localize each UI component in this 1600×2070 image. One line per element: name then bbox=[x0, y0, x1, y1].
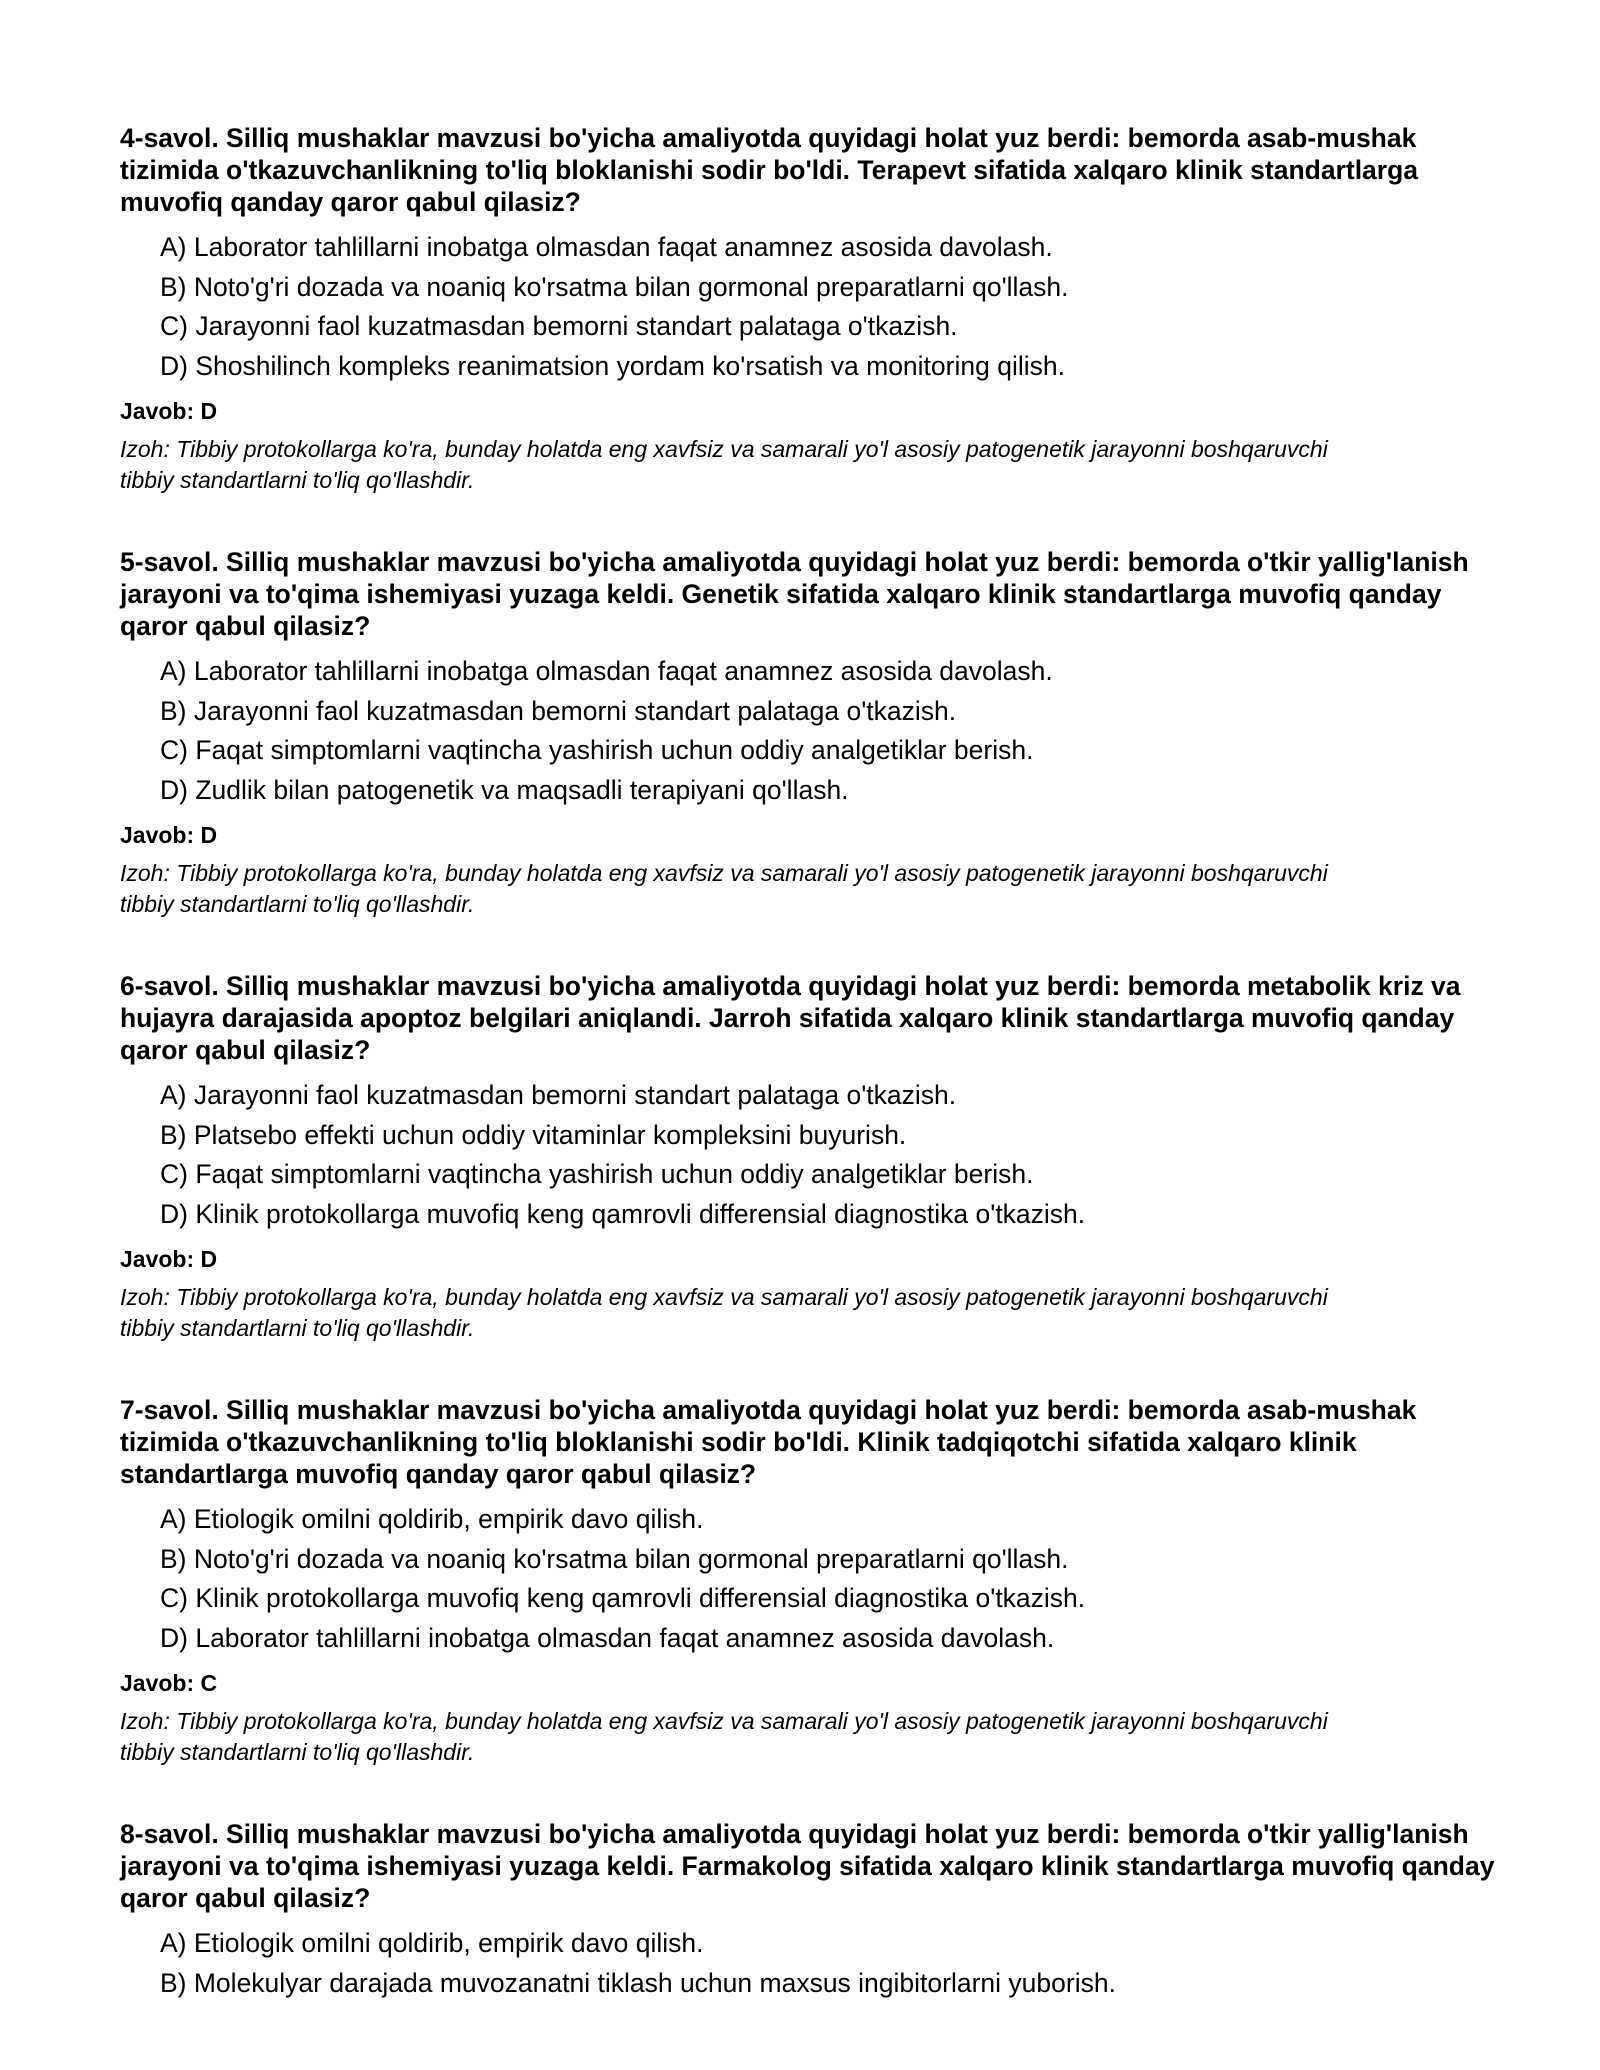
options-list bbox=[120, 1500, 1500, 1658]
question-6 bbox=[120, 970, 1500, 1344]
option-c: C) Faqat simptomlarni vaqtincha yashirish uchun oddiy analgetiklar berish. bbox=[160, 735, 1034, 765]
question-title: 4-savol. Silliq mushaklar mavzusi bo'yicha amaliyotda quyidagi holat yuz berdi: bemorda asab-mushak tizimida o'tkazuvchanlikning to'liq bloklanishi sodir bo'ldi. Terapevt sifatida xalqaro klinik standartlarga muvofiq qanday qaror qabul qilasiz? bbox=[120, 123, 1419, 217]
question-title: 6-savol. Silliq mushaklar mavzusi bo'yicha amaliyotda quyidagi holat yuz berdi: bemorda metabolik kriz va hujayra darajasida apoptoz belgilari aniqlandi. Jarroh sifatida xalqaro klinik standartlarga muvofiq qanday qaror qabul qilasiz? bbox=[120, 971, 1461, 1065]
option-b: B) Noto'g'ri dozada va noaniq ko'rsatma bilan gormonal preparatlarni qo'llash. bbox=[160, 271, 1069, 302]
option-c: C) Jarayonni faol kuzatmasdan bemorni standart palataga o'tkazish. bbox=[160, 311, 958, 341]
option-b: B) Jarayonni faol kuzatmasdan bemorni standart palataga o'tkazish. bbox=[160, 695, 957, 726]
question-8 bbox=[120, 1818, 1500, 2003]
option-c: C) Klinik protokollarga muvofiq keng qamrovli differensial diagnostika o'tkazish. bbox=[160, 1583, 1086, 1613]
option-a: A) Laborator tahlillarni inobatga olmasdan faqat anamnez asosida davolash. bbox=[160, 232, 1053, 262]
question-5 bbox=[120, 546, 1500, 920]
explanation: Izoh: Tibbiy protokollarga ko'ra, bunday holatda eng xavfsiz va samarali yo'l asosiy patogenetik jarayonni boshqaruvchi tibbiy standartlarni to'liq qo'llashdir. bbox=[120, 860, 1328, 917]
options-list bbox=[120, 652, 1500, 810]
explanation: Izoh: Tibbiy protokollarga ko'ra, bunday holatda eng xavfsiz va samarali yo'l asosiy patogenetik jarayonni boshqaruvchi tibbiy standartlarni to'liq qo'llashdir. bbox=[120, 436, 1328, 493]
explanation: Izoh: Tibbiy protokollarga ko'ra, bunday holatda eng xavfsiz va samarali yo'l asosiy patogenetik jarayonni boshqaruvchi tibbiy standartlarni to'liq qo'llashdir. bbox=[120, 1708, 1328, 1765]
options-list bbox=[120, 228, 1500, 386]
option-d: D) Shoshilinch kompleks reanimatsion yordam ko'rsatish va monitoring qilish. bbox=[160, 350, 1065, 381]
option-c: C) Faqat simptomlarni vaqtincha yashirish uchun oddiy analgetiklar berish. bbox=[160, 1159, 1034, 1189]
question-4 bbox=[120, 122, 1500, 496]
answer: Javob: D bbox=[120, 822, 218, 848]
answer: Javob: D bbox=[120, 1246, 218, 1272]
answer: Javob: D bbox=[120, 398, 218, 424]
question-title: 7-savol. Silliq mushaklar mavzusi bo'yicha amaliyotda quyidagi holat yuz berdi: bemorda asab-mushak tizimida o'tkazuvchanlikning to'liq bloklanishi sodir bo'ldi. Klinik tadqiqotchi sifatida xalqaro klinik standartlarga muvofiq qanday qaror qabul qilasiz? bbox=[120, 1395, 1417, 1489]
option-b: B) Molekulyar darajada muvozanatni tiklash uchun maxsus ingibitorlarni yuborish. bbox=[160, 1967, 1116, 1998]
option-b: B) Noto'g'ri dozada va noaniq ko'rsatma bilan gormonal preparatlarni qo'llash. bbox=[160, 1543, 1069, 1574]
answer: Javob: C bbox=[120, 1670, 218, 1696]
question-title: 5-savol. Silliq mushaklar mavzusi bo'yicha amaliyotda quyidagi holat yuz berdi: bemorda o'tkir yallig'lanish jarayoni va to'qima ishemiyasi yuzaga keldi. Genetik sifatida xalqaro klinik standartlarga muvofiq qanday qaror qabul qilasiz? bbox=[120, 547, 1469, 641]
options-list bbox=[120, 1924, 1500, 2003]
option-a: A) Etiologik omilni qoldirib, empirik davo qilish. bbox=[160, 1928, 704, 1958]
question-7 bbox=[120, 1394, 1500, 1768]
option-d: D) Klinik protokollarga muvofiq keng qamrovli differensial diagnostika o'tkazish. bbox=[160, 1198, 1086, 1229]
option-a: A) Etiologik omilni qoldirib, empirik davo qilish. bbox=[160, 1504, 704, 1534]
option-a: A) Jarayonni faol kuzatmasdan bemorni standart palataga o'tkazish. bbox=[160, 1080, 957, 1110]
explanation: Izoh: Tibbiy protokollarga ko'ra, bunday holatda eng xavfsiz va samarali yo'l asosiy patogenetik jarayonni boshqaruvchi tibbiy standartlarni to'liq qo'llashdir. bbox=[120, 1284, 1328, 1341]
question-title: 8-savol. Silliq mushaklar mavzusi bo'yicha amaliyotda quyidagi holat yuz berdi: bemorda o'tkir yallig'lanish jarayoni va to'qima ishemiyasi yuzaga keldi. Farmakolog sifatida xalqaro klinik standartlarga muvofiq qanday qaror qabul qilasiz? bbox=[120, 1819, 1495, 1913]
options-list bbox=[120, 1076, 1500, 1234]
option-a: A) Laborator tahlillarni inobatga olmasdan faqat anamnez asosida davolash. bbox=[160, 656, 1053, 686]
document-page bbox=[120, 122, 1500, 2053]
option-d: D) Laborator tahlillarni inobatga olmasdan faqat anamnez asosida davolash. bbox=[160, 1622, 1055, 1653]
option-d: D) Zudlik bilan patogenetik va maqsadli terapiyani qo'llash. bbox=[160, 774, 849, 805]
option-b: B) Platsebo effekti uchun oddiy vitaminlar kompleksini buyurish. bbox=[160, 1119, 907, 1150]
